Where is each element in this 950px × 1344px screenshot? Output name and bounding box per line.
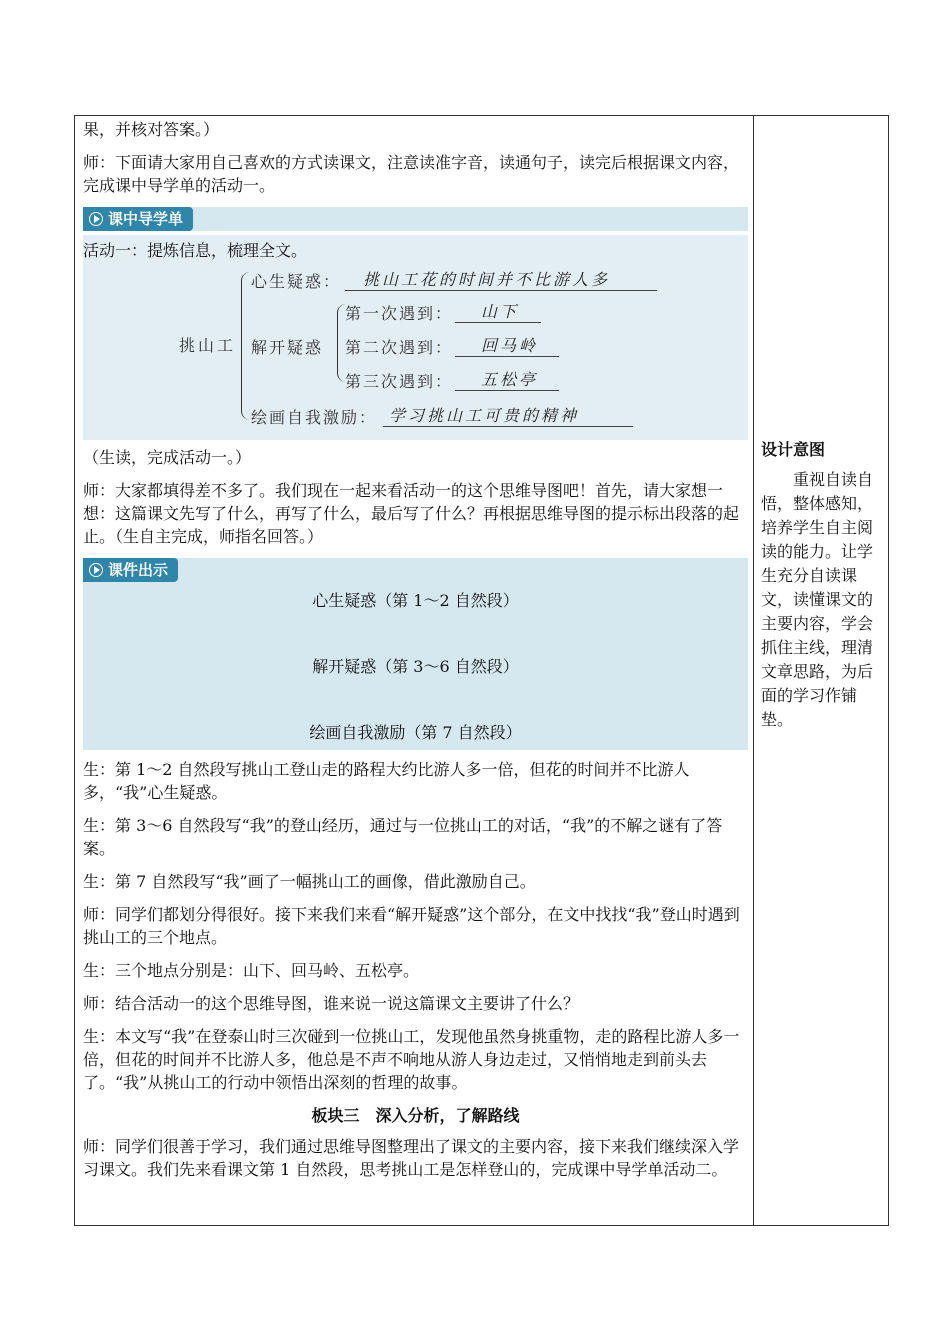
paragraph: 师：大家都填得差不多了。我们现在一起来看活动一的这个思维导图吧！首先，请大家想一想：这篇课文先写了什么，再写了什么，最后写了什么？再根据思维导图的提示标出段落的起止。（生自主完成，师指名回答。）	[83, 481, 740, 546]
play-circle-icon	[89, 212, 103, 226]
section-title: 板块三 深入分析，了解路线	[311, 1106, 520, 1125]
slide-line: 解开疑惑（第 3～6 自然段）	[312, 657, 519, 676]
mindmap-sub-label: 第三次遇到：	[345, 372, 454, 391]
main-column	[83, 118, 748, 1191]
mindmap-branch-label: 绘画自我激励：	[251, 408, 378, 427]
courseware-banner	[83, 558, 748, 582]
paragraph: 师：同学们都划分得很好。接下来我们来看“解开疑惑”这个部分，在文中找找“我”登山时遇到挑山工的三个地点。	[83, 905, 740, 947]
paragraph: 果，并核对答案。）	[83, 120, 220, 139]
mindmap-root: 挑山工	[179, 336, 237, 355]
paragraph: 生：本文写“我”在登泰山时三次碰到一位挑山工，发现他虽然身挑重物，走的路程比游人多一倍，但花的时间并不比游人多，他总是不声不响地从游人身边走过，又悄悄地走到前头去了。“我”从挑山工的行动中领悟出深刻的哲理的故事。	[83, 1027, 740, 1092]
mindmap-branch-label: 解开疑惑	[251, 338, 324, 357]
mindmap-brace-main	[241, 272, 250, 420]
mind-map	[83, 264, 748, 434]
design-intent-column	[761, 438, 879, 732]
paragraph: （生读，完成活动一。）	[83, 448, 252, 467]
paragraph: 师：结合活动一的这个思维导图，谁来说一说这篇课文主要讲了什么？	[83, 994, 580, 1013]
paragraph: 师：下面请大家用自己喜欢的方式读课文，注意读准字音，读通句子，读完后根据课文内容，完成课中导学单的活动一。	[83, 153, 740, 195]
banner-tag	[83, 558, 178, 582]
paragraph: 生：第 7 自然段写“我”画了一幅挑山工的画像，借此激励自己。	[83, 872, 536, 891]
banner-label: 课件出示	[108, 561, 169, 579]
slide-line: 绘画自我激励（第 7 自然段）	[309, 723, 522, 742]
column-divider	[753, 116, 754, 1225]
paragraph: 师：同学们很善于学习，我们通过思维导图整理出了课文的主要内容，接下来我们继续深入学习课文。我们先来看课文第 1 自然段，思考挑山工是怎样登山的，完成课中导学单活动二。	[83, 1137, 740, 1179]
guide-sheet-banner	[83, 207, 748, 231]
mindmap-branch-label: 心生疑惑：	[251, 272, 342, 291]
activity-title: 活动一：提炼信息，梳理全文。	[83, 241, 308, 260]
courseware-slide	[83, 582, 748, 750]
activity-one-box	[83, 235, 748, 440]
lesson-table	[74, 115, 889, 1226]
slide-line: 心生疑惑（第 1～2 自然段）	[312, 591, 519, 610]
paragraph: 生：三个地点分别是：山下、回马岭、五松亭。	[83, 961, 420, 980]
mindmap-answer: 挑山工花的时间并不比游人多	[363, 270, 611, 289]
mindmap-answer: 回马岭	[481, 336, 539, 355]
play-circle-icon	[89, 563, 103, 577]
mindmap-answer: 学习挑山工可贵的精神	[389, 406, 580, 425]
mindmap-answer: 山下	[481, 302, 520, 321]
mindmap-answer: 五松亭	[481, 370, 539, 389]
paragraph: 生：第 1～2 自然段写挑山工登山走的路程大约比游人多一倍，但花的时间并不比游人多，“我”心生疑惑。	[83, 760, 690, 802]
banner-label: 课中导学单	[108, 210, 184, 228]
mindmap-sub-label: 第一次遇到：	[345, 304, 454, 323]
side-heading: 设计意图	[761, 440, 826, 459]
paragraph: 生：第 3～6 自然段写“我”的登山经历，通过与一位挑山工的对话，“我”的不解之谜有了答案。	[83, 816, 723, 858]
mindmap-sub-label: 第二次遇到：	[345, 338, 454, 357]
side-text: 重视自读自悟，整体感知，培养学生自主阅读的能力。让学生充分自读课文，读懂课文的主要内容，学会抓住主线，理清文章思路，为后面的学习作铺垫。	[761, 470, 874, 729]
banner-tag	[83, 207, 193, 231]
